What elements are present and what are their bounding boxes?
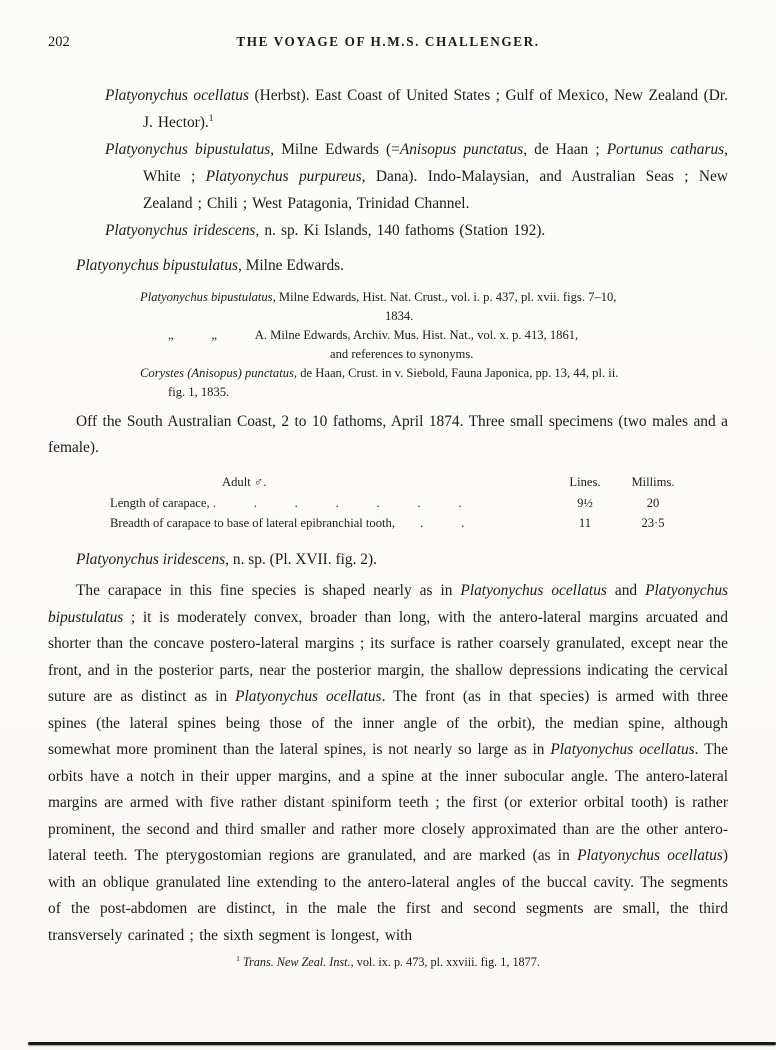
species-entry-bipustulatus: Platyonychus bipustulatus, Milne Edwards (=Anisopus punctatus, de Haan ; Portunus catharus, White ; Platyonychus purpureus, Dana). Indo-Malaysian, and Australian Seas ; New Zealand ; Chili ; West Patagonia, Trinidad Channel. (105, 141, 728, 212)
page-number: 202 (48, 34, 70, 50)
scan-edge-artifact (28, 1042, 776, 1045)
table-row (110, 513, 692, 533)
column-header-millims: Millims. (631, 475, 675, 489)
locality-paragraph: Off the South Australian Coast, 2 to 10 fathoms, April 1874. Three small specimens (two males and a female). (48, 413, 728, 456)
running-header (48, 34, 728, 52)
column-header-lines: Lines. (569, 475, 601, 489)
value-millims: 23·5 (641, 516, 665, 530)
description-paragraph: The carapace in this fine species is shaped nearly as in Platyonychus ocellatus and Platyonychus bipustulatus ; it is moderately convex, broader than long, with the antero-lateral margins arcuated and shorter than the concave postero-lateral margins ; its surface is rather coarsely granulated, except near the front, and in the posterior parts, near the posterior margin, the shallow depressions indicating the cervical suture are as distinct as in Platyonychus ocellatus. The front (as in that species) is armed with three spines (the lateral spines being those of the inner angle of the orbit), the median spine, although somewhat more prominent than the lateral spines, is not nearly so large as in Platyonychus ocellatus. The orbits have a notch in their upper margins, and a spine at the inner subocular angle. The antero-lateral margins are armed with five rather distant spiniform teeth ; the first (or exterior orbital tooth) is rather prominent, the second and third smaller and rather more closely approximated than are the other antero-lateral teeth. The pterygostomian regions are granulated, and are marked (as in Platyonychus ocellatus) with an oblique granulated line extending to the antero-lateral angles of the buccal cavity. The segments of the post-abdomen are distinct, in the male the first and second segments are small, the third transversely carinated ; the sixth segment is longest, with (48, 582, 729, 944)
table-row (110, 493, 692, 513)
species-entry-iridescens: Platyonychus iridescens, n. sp. Ki Islands, 140 fathoms (Station 192). (105, 222, 546, 239)
section-heading-iridescens: Platyonychus iridescens, n. sp. (Pl. XVII. fig. 2). (76, 551, 377, 568)
synonymy-line: 1834. (385, 309, 414, 323)
synonymy-line: Corystes (Anisopus) punctatus, de Haan, Crust. in v. Siebold, Fauna Japonica, pp. 13, 44, pl. ii. (140, 366, 619, 380)
value-lines: 9½ (577, 496, 593, 510)
table-header-row (110, 471, 692, 493)
row-label: Breadth of carapace to base of lateral epibranchial tooth, . . (110, 516, 465, 530)
synonymy-line: „ „ A. Milne Edwards, Archiv. Mus. Hist. Nat., vol. x. p. 413, 1861, (168, 328, 579, 342)
synonymy-line: fig. 1, 1835. (168, 385, 230, 399)
footnote: $^1$ Trans. New Zeal. Inst., vol. ix. p. 473, pl. xxviii. fig. 1, 1877. (236, 953, 540, 969)
synonymy-line: and references to synonyms. (330, 347, 474, 361)
synonymy-block (140, 288, 728, 402)
synonymy-line: Platyonychus bipustulatus, Milne Edwards, Hist. Nat. Crust., vol. i. p. 437, pl. xvii. figs. 7–10, (140, 290, 617, 304)
value-millims: 20 (646, 496, 660, 510)
running-title: THE VOYAGE OF H.M.S. CHALLENGER. (236, 34, 540, 49)
value-lines: 11 (578, 516, 592, 530)
measurements-table (110, 471, 692, 533)
table-group-header: Adult ♂. (222, 475, 267, 489)
section-heading-bipustulatus: Platyonychus bipustulatus, Milne Edwards. (76, 257, 345, 274)
species-entry-ocellatus: Platyonychus ocellatus (Herbst). East Coast of United States ; Gulf of Mexico, New Zealand (Dr. J. Hector).$^1$ (105, 87, 728, 131)
row-label: Length of carapace, . . . . . . . (110, 496, 462, 510)
species-index (48, 82, 728, 244)
